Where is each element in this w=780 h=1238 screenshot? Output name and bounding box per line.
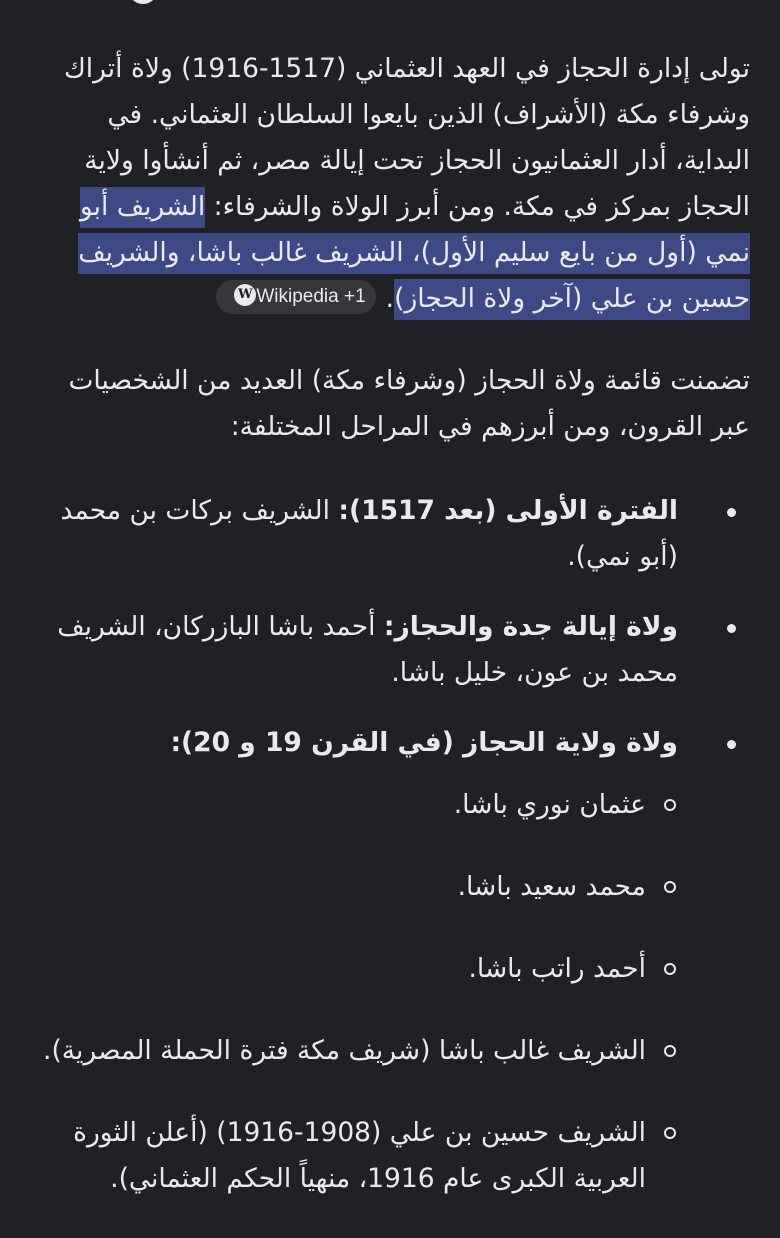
list-item-text: أحمد باشا البازركان، الشريف محمد بن عون، خليل باشا. — [57, 611, 678, 688]
list-item-hejaz-vilayet — [36, 720, 750, 1202]
highlighted-text: الشريف أبو نمي (أول من بايع سليم الأول)، الشريف غالب باشا، والشريف حسين بن علي (آخر ولاة الحجاز) — [78, 191, 750, 314]
vilayet-governors-sublist — [36, 782, 678, 1202]
bullet-icon — [727, 740, 736, 749]
sub-list-item-text: محمد سعيد باشا. — [457, 871, 646, 902]
sub-list-item — [36, 946, 678, 992]
hollow-bullet-icon — [664, 1127, 676, 1139]
wikipedia-source-chip[interactable] — [216, 280, 375, 314]
wikipedia-icon: W — [234, 284, 256, 306]
list-item-heading: ولاة ولاية الحجاز (في القرن 19 و 20): — [170, 727, 678, 758]
partial-icon — [128, 0, 158, 4]
answer-paragraph-1 — [36, 46, 750, 322]
answer-paragraph-2: تضمنت قائمة ولاة الحجاز (وشرفاء مكة) العديد من الشخصيات عبر القرون، ومن أبرزهم في المراحل المختلفة: — [68, 365, 750, 442]
list-item-jeddah-hejaz-eyalet — [36, 604, 750, 696]
paragraph-1-period: . — [385, 283, 395, 314]
hollow-bullet-icon — [664, 1045, 676, 1057]
hollow-bullet-icon — [664, 799, 676, 811]
bullet-icon — [727, 508, 736, 517]
sub-list-item-text: أحمد راتب باشا. — [468, 953, 646, 984]
sub-list-item — [36, 782, 678, 828]
list-item-heading: الفترة الأولى (بعد 1517): — [338, 495, 678, 526]
sub-list-item — [36, 1028, 678, 1074]
previous-content-fragment — [0, 0, 780, 12]
sub-list-item — [36, 864, 678, 910]
list-item-text: الشريف بركات بن محمد (أبو نمي). — [60, 495, 678, 572]
paragraph-1-text: تولى إدارة الحجاز في العهد العثماني (1517-1916) ولاة أتراك وشرفاء مكة (الأشراف) الذين بايعوا السلطان العثماني. في البداية، أدار العثمانيون الحجاز تحت إيالة مصر، ثم أنشأوا ولاية الحجاز بمركز في مكة. ومن أبرز الولاة والشرفاء: — [63, 53, 750, 222]
sub-list-item-text: الشريف حسين بن علي (1908-1916) (أعلن الثورة العربية الكبرى عام 1916، منهياً الحكم العثماني). — [73, 1117, 646, 1194]
hollow-bullet-icon — [664, 963, 676, 975]
sub-list-item-text: الشريف غالب باشا (شريف مكة فترة الحملة المصرية). — [43, 1035, 646, 1066]
bullet-icon — [727, 624, 736, 633]
hollow-bullet-icon — [664, 881, 676, 893]
source-chip-label: Wikipedia +1 — [256, 285, 366, 307]
sub-list-item — [36, 1110, 678, 1202]
list-item-first-period — [36, 488, 750, 580]
sub-list-item-text: عثمان نوري باشا. — [453, 789, 646, 820]
governors-list — [36, 488, 750, 1238]
list-item-heading: ولاة إيالة جدة والحجاز: — [383, 611, 678, 642]
